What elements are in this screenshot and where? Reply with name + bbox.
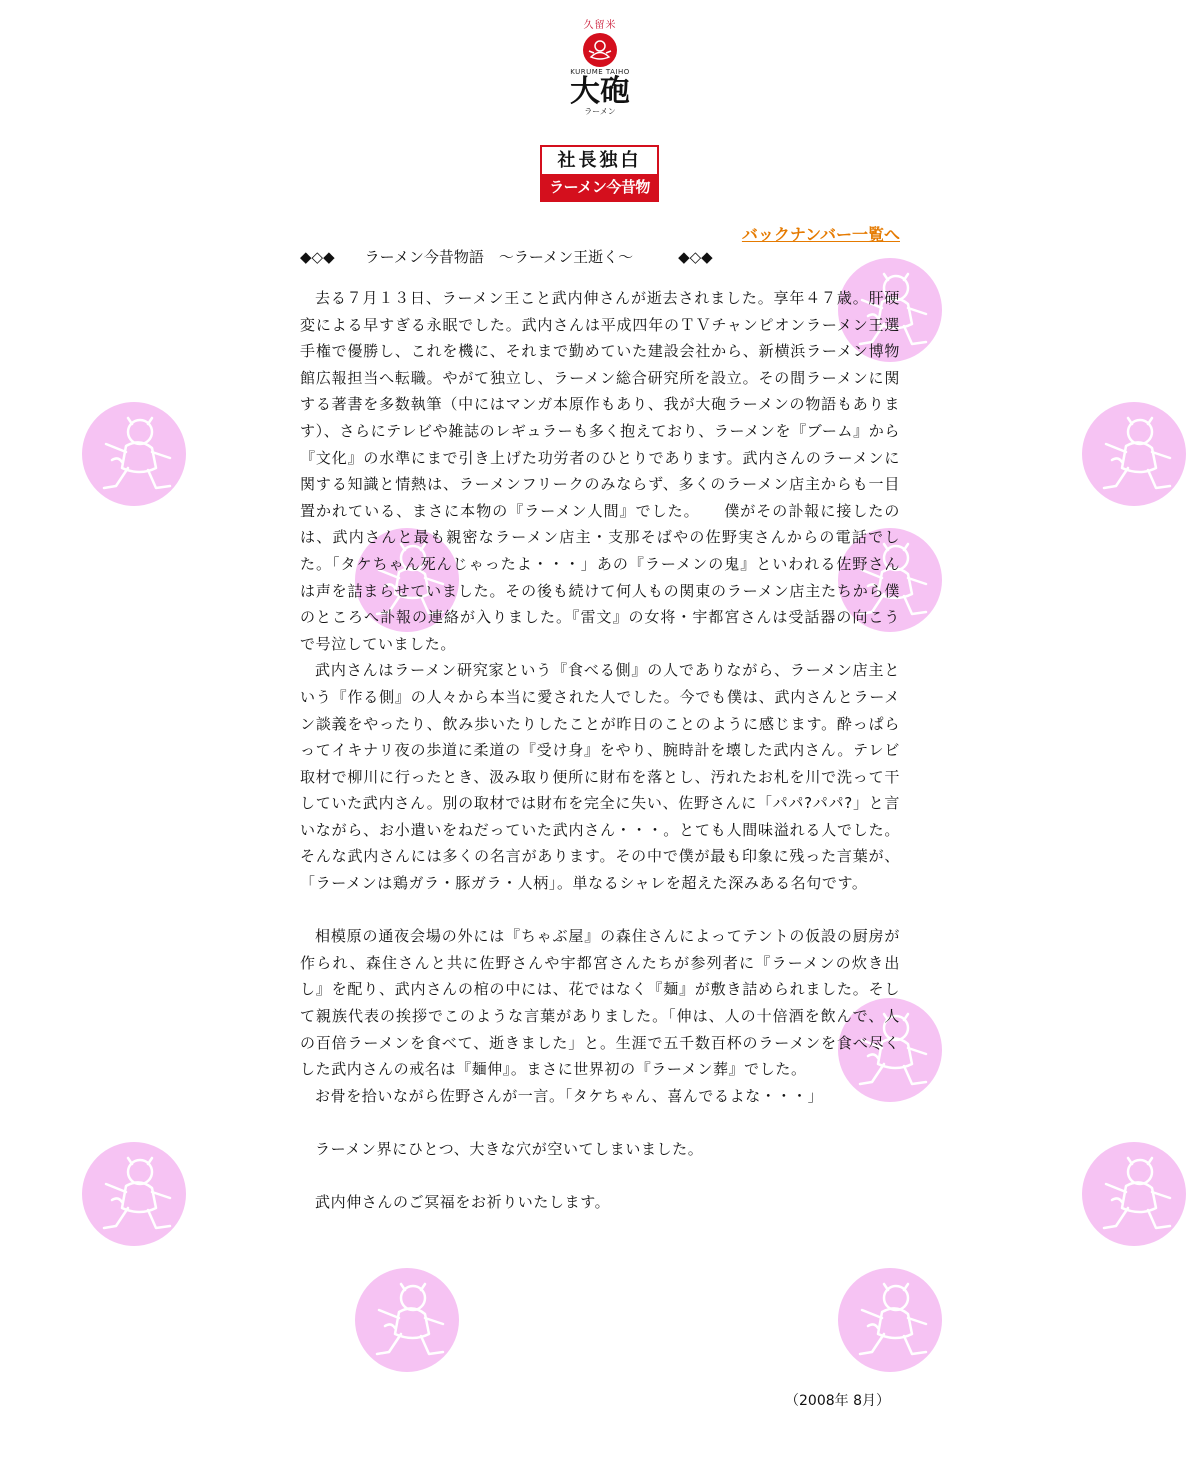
ramen-mascot-icon — [82, 402, 186, 506]
paragraph: ラーメン界にひとつ、大きな穴が空いてしまいました。 — [315, 1140, 704, 1158]
ramen-mascot-icon — [838, 1268, 942, 1372]
back-number-link[interactable]: バックナンバー一覧へ — [741, 225, 900, 244]
ramen-mascot-icon — [82, 1142, 186, 1246]
ramen-mascot-icon — [355, 1268, 459, 1372]
shop-logo — [560, 20, 640, 120]
ramen-mascot-icon — [1082, 1142, 1186, 1246]
paragraph: お骨を拾いながら佐野さんが一言。「タケちゃん、喜んでるよな・・・」 — [315, 1086, 824, 1105]
logo-small-top: 久留米 — [583, 20, 617, 31]
article-title: ◆◇◆ ラーメン今昔物語 ～ラーメン王逝く～ ◆◇◆ — [300, 248, 713, 266]
paragraph: 相模原の通夜会場の外には『ちゃぶ屋』の森住さんによってテントの仮設の厨房が作られ、森住さんと共に佐野さんや宇都宮さんたちが参列者に『ラーメンの炊き出し』を配り、武内さんの棺の中には、花ではなく『麺』が敷き詰められました。そして親族代表の挨拶でこのような言葉がありました。「伸は、人の十倍酒を飲んで、人の百倍ラーメンを食べて、逝きました」と。生涯で五千数百杯のラーメンを食べ尽くした武内さんの戒名は『麺伸』。まさに世界初の『ラーメン葬』でした。 — [300, 927, 900, 1079]
section-title-box — [540, 145, 659, 222]
logo-small-bottom: ラーメン — [584, 107, 616, 116]
logo-kanji: 大砲 — [570, 74, 630, 109]
mascot-seal-icon — [583, 33, 617, 67]
section-title-lower: ラーメン今昔物語 — [542, 174, 657, 200]
logo-romaji: KURUME TAIHO — [570, 68, 630, 76]
paragraph: 去る７月１３日、ラーメン王こと武内伸さんが逝去されました。享年４７歳。肝硬変による早すぎる永眠でした。武内さんは平成四年のＴＶチャンピオンラーメン王選手権で優勝し、これを機に、それまで勤めていた建設会社から、新横浜ラーメン博物館広報担当へ転職。やがて独立し、ラーメン総合研究所を設立。その間ラーメンに関する著書を多数執筆（中にはマンガ本原作もあり、我が大砲ラーメンの物語もあります）、さらにテレビや雑誌のレギュラーも多く抱えており、ラーメンを『ブーム』から『文化』の水準にまで引き上げた功労者のひとりであります。武内さんのラーメンに関する知識と情熱は、ラーメンフリークのみならず、多くのラーメン店主からも一目置かれている、まさに本物の『ラーメン人間』でした。 僕がその訃報に接したのは、武内さんと最も親密なラーメン店主・支那そばやの佐野実さんからの電話でした。「タケちゃん死んじゃったよ・・・」あの『ラーメンの鬼』といわれる佐野さんは声を詰まらせていました。その後も続けて何人もの関東のラーメン店主たちから僕のところへ訃報の連絡が入りました。『雷文』の女将・宇都宮さんは受話器の向こうで号泣していました。 — [300, 289, 900, 653]
paragraph: 武内さんはラーメン研究家という『食べる側』の人でありながら、ラーメン店主という『作る側』の人々から本当に愛された人でした。今でも僕は、武内さんとラーメン談義をやったり、飲み歩いたりしたことが昨日のことのように感じます。酔っぱらってイキナリ夜の歩道に柔道の『受け身』をやり、腕時計を壊した武内さん。テレビ取材で柳川に行ったとき、汲み取り便所に財布を落とし、汚れたお札を川で洗って干していた武内さん。別の取材では財布を完全に失い、佐野さんに「パパ?パパ?」と言いながら、お小遣いをねだっていた武内さん・・・。とても人間味溢れる人でした。そんな武内さんには多くの名言があります。その中で僕が最も印象に残った言葉が、「ラーメンは鶏ガラ・豚ガラ・人柄」。単なるシャレを超えた深みある名句です。 — [300, 661, 900, 893]
ramen-mascot-icon — [1082, 402, 1186, 506]
paragraph: 武内伸さんのご冥福をお祈りいたします。 — [315, 1193, 611, 1212]
section-title-upper: 社長独白 — [557, 150, 642, 171]
article-body — [300, 285, 900, 1216]
publish-date: （2008年 8月） — [785, 1393, 890, 1409]
